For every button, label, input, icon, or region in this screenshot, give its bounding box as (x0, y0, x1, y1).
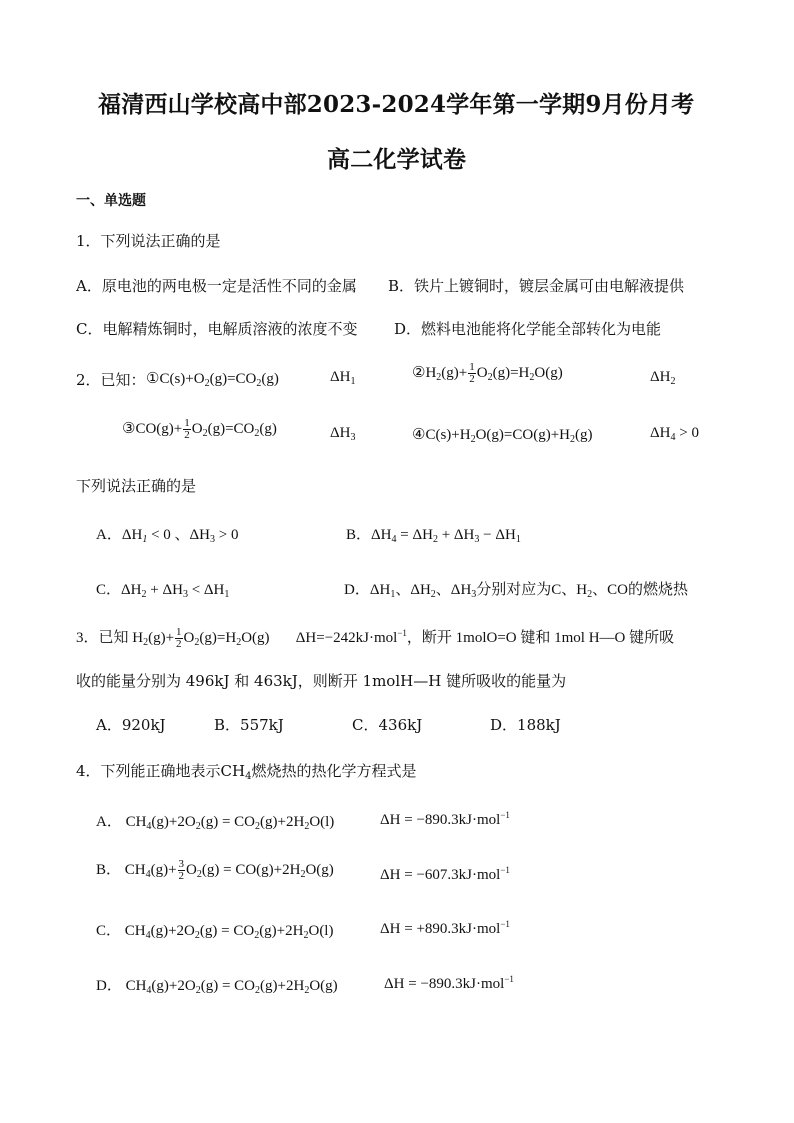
q3-option-a: A．920kJ (96, 716, 166, 734)
q3-line2: 收的能量分别为 496kJ 和 463kJ，则断开 1molH—H 键所吸收的能量为 (76, 672, 567, 690)
q4-option-b: B． $CH_4(g)+$ $\frac{3}{2}$ $O_2(g) = CO(g)+2H_2O(g)$ (96, 858, 334, 883)
section-heading: 一、单选题 (76, 193, 146, 209)
page-title: 福清西山学校高中部2023-2024学年第一学期9月份月考 (98, 91, 695, 118)
q4-option-d-dh: ΔH = −890.3kJ·mol$^{-1}$ (384, 974, 514, 992)
q4-option-c-dh: ΔH = +890.3kJ·mol$^{-1}$ (380, 919, 510, 937)
q2-option-b: B．$\Delta H_4 = \Delta H_2 + \Delta H_3 - \Delta H_1$ (346, 527, 521, 545)
q4-option-c: C． $CH_4(g)+2O_2(g) = CO_2(g)+2H_2O(l)$ (96, 923, 334, 941)
q1-option-a: A．原电池的两电极一定是活性不同的金属 (76, 277, 357, 295)
q2-dh3: $\Delta H_3$ (330, 425, 356, 443)
q2-prefix: 2．已知： (76, 371, 146, 389)
q4-option-a: A． $CH_4(g)+2O_2(g) = CO_2(g)+2H_2O(l)$ (96, 814, 335, 832)
q1-option-b: B．铁片上镀铜时，镀层金属可由电解液提供 (388, 277, 685, 295)
q4-stem: 4．下列能正确地表示$CH_4$燃烧热的热化学方程式是 (76, 762, 417, 782)
q2-dh1: $\Delta H_1$ (330, 369, 356, 387)
q3-option-b: B．557kJ (214, 716, 284, 734)
q2-option-c: C．$\Delta H_2 + \Delta H_3 < \Delta H_1$ (96, 582, 230, 600)
q2-dh4: $\Delta H_4 > 0$ (650, 425, 699, 443)
q4-option-d: D． $CH_4(g)+2O_2(g) = CO_2(g)+2H_2O(g)$ (96, 978, 338, 996)
q1-option-d: D．燃料电池能将化学能全部转化为电能 (394, 320, 662, 338)
q2-option-d: D．$\Delta H_1$、$\Delta H_2$、$\Delta H_3$分别对应为C、$H_2$、CO的燃烧热 (344, 582, 688, 600)
q2-eq1: $①C(s)+O_2(g)=CO_2(g)$ (146, 371, 279, 389)
q2-eq3: ③CO(g)+ $\frac{1}{2}$ $O_2(g)=CO_2(g)$ (122, 417, 277, 441)
q3-option-d: D．188kJ (490, 716, 561, 734)
q2-dh2: $\Delta H_2$ (650, 369, 676, 387)
q2-option-a: A．$\Delta H_1 < 0$ 、$\Delta H_3 > 0$ (96, 527, 239, 545)
page-subtitle: 高二化学试卷 (327, 146, 467, 173)
q3-line1: 3．已知 $H_2(g)+$ $\frac{1}{2}$ $O_2(g)=H_2O(g)$ ΔH=−242kJ·mol$^{-1}$，断开 1molO=O 键和 1mol H—O 键所吸 (76, 626, 675, 651)
q4-option-b-dh: ΔH = −607.3kJ·mol$^{-1}$ (380, 865, 510, 883)
q4-option-a-dh: ΔH = −890.3kJ·mol$^{-1}$ (380, 810, 510, 828)
q1-option-c: C．电解精炼铜时，电解质溶液的浓度不变 (76, 320, 358, 338)
q2-stem2: 下列说法正确的是 (76, 477, 197, 495)
q2-eq4: $④C(s)+H_2O(g)=CO(g)+H_2(g)$ (412, 427, 593, 445)
q3-option-c: C．436kJ (352, 716, 423, 734)
q1-stem: 1．下列说法正确的是 (76, 232, 221, 250)
q2-eq2: $②H_2(g)+$ $\frac{1}{2}$ $O_2(g)=H_2O(g)$ (412, 361, 563, 385)
